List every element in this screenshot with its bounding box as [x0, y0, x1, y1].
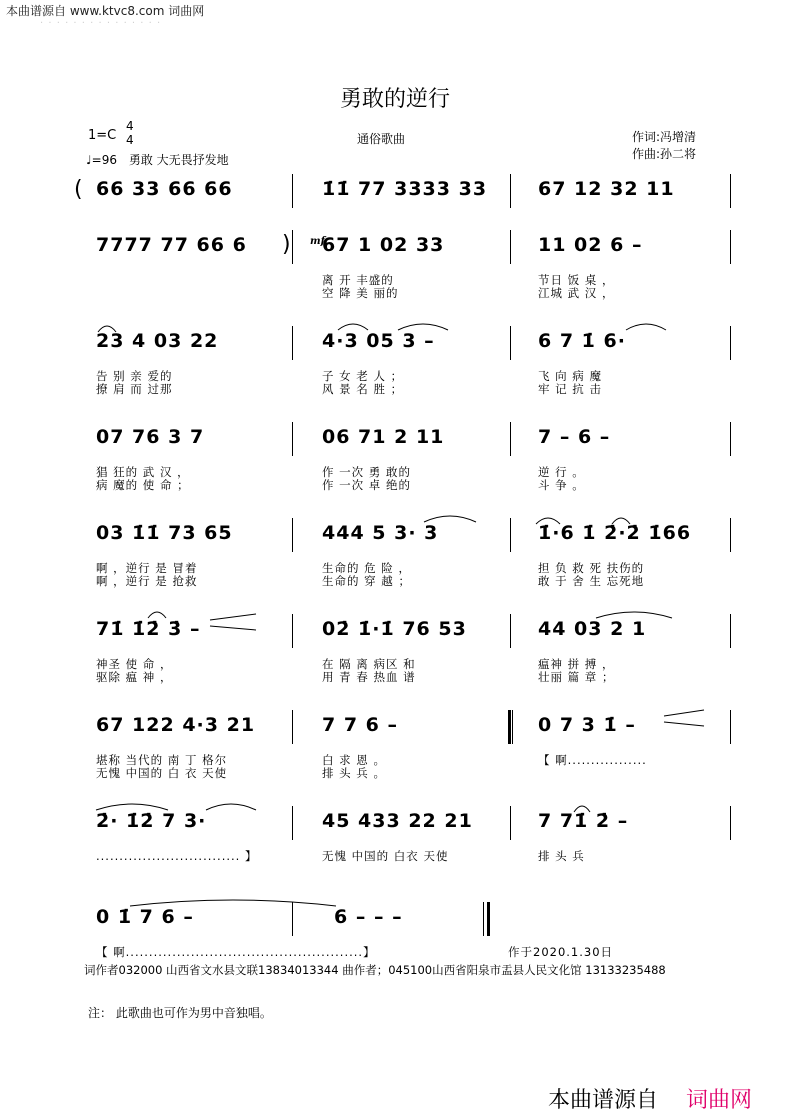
measure: 1̇1̇ 77 3333 33	[322, 178, 488, 200]
site-watermark-top: 本曲谱源自 www.ktvc8.com 词曲网	[6, 4, 205, 18]
slur	[424, 516, 476, 522]
slur	[536, 518, 560, 524]
key-signature: 1=C	[88, 128, 117, 143]
measure: 7 71̇ 2̇ –	[538, 810, 629, 832]
measure: 0 7 3 1̇ –	[538, 714, 636, 736]
lyric-line: ............................... 】	[96, 849, 258, 863]
lyric-line: 节日 饭 桌 ，	[538, 273, 615, 287]
measure: 2̇· 1̇2̇ 7 3·	[96, 810, 207, 832]
lyric-line: 白 求 恩 。	[322, 753, 386, 767]
time-top: 4	[126, 119, 134, 133]
lyric-line: 瘟神 拼 搏 ，	[538, 657, 615, 671]
slur	[148, 612, 166, 618]
brand-text-2: 词曲网	[686, 1088, 753, 1113]
expression-mark: 勇敢 大无畏抒发地	[128, 153, 229, 167]
slur	[574, 806, 590, 812]
composer-credit: 作曲:孙二将	[632, 147, 697, 161]
measure: 11 02 6 –	[538, 234, 643, 256]
slur	[206, 804, 256, 810]
slur	[338, 324, 368, 330]
tempo-mark: ♩=96	[86, 153, 117, 167]
measure: 66 33 66 66	[96, 178, 233, 200]
contact-info: 词作者032000 山西省文水县文联13834013344 曲作者；045100山西省阳泉市盂县人民文化馆 13133235488	[84, 963, 666, 977]
lyric-line: 敢 于 舍 生 忘死地	[538, 574, 645, 588]
lyric-line: 【 啊.................	[538, 753, 647, 767]
lyric-line: 猖 狂的 武 汉 ，	[96, 465, 190, 479]
lyric-line: 江城 武 汉 ，	[538, 286, 615, 300]
lyric-line: 风 景 名 胜 ；	[322, 382, 404, 396]
lyric-line: 无愧 中国的 白 衣 天使	[96, 766, 228, 780]
lyric-line: 用 青 春 热血 谱	[322, 670, 416, 684]
song-title: 勇敢的逆行	[339, 87, 450, 112]
lyric-line: 撩 肩 而 过那	[96, 382, 173, 396]
lyric-line: 排 头 兵 。	[322, 766, 386, 780]
lyric-line: 啊 ，逆行 是 冒着	[96, 561, 198, 575]
measure: 7777 77 66 6	[96, 234, 247, 256]
measure: 1̇·6 1̇ 2̇·2̇ 1̇66	[538, 522, 692, 544]
lyric-line: 神圣 使 命 ，	[96, 657, 173, 671]
measure: 0 1̇ 7 6 –	[96, 906, 194, 928]
measure: 45 433 22 21	[322, 810, 473, 832]
lyricist-credit: 作词:冯增清	[632, 130, 697, 144]
lyric-line: 空 降 美 丽的	[322, 286, 399, 300]
measure: 03 1̇1̇ 73 65	[96, 522, 233, 544]
measure: 7 7 6 –	[322, 714, 399, 736]
lyric-line: 【 啊...................................................】	[96, 945, 376, 959]
slur	[398, 324, 448, 330]
lyric-line: 生命的 危 险 ，	[322, 561, 411, 575]
lyric-line: 堪称 当代的 南 丁 格尔	[96, 753, 228, 767]
lyric-line: 离 开 丰盛的	[322, 273, 394, 287]
lyric-line: 驱除 瘟 神 ，	[96, 670, 173, 684]
measure: 67 122 4·3 21	[96, 714, 256, 736]
performance-note: 注： 此歌曲也可作为男中音独唱。	[88, 1006, 272, 1020]
lyric-line: 壮丽 篇 章 ；	[538, 670, 615, 684]
lyric-line: 作 一次 勇 敢的	[322, 465, 411, 479]
slur	[596, 612, 672, 618]
measure: 67 1 02 33	[322, 234, 445, 256]
lyric-line: 告 别 亲 爱的	[96, 369, 173, 383]
lyric-line: 飞 向 病 魔	[538, 369, 602, 383]
decrescendo-line	[210, 626, 256, 630]
lyric-line: 啊 ，逆行 是 抢救	[96, 574, 198, 588]
lyric-line: 在 隔 离 病区 和	[322, 657, 416, 671]
measure: 4·3 05 3 –	[322, 330, 435, 352]
slur	[626, 324, 666, 330]
repeat-paren-close: )	[282, 232, 291, 257]
measure: 44 03 2 1	[538, 618, 647, 640]
brand-text-1: 本曲谱源自	[548, 1088, 659, 1113]
decrescendo-line	[210, 614, 256, 620]
lyric-line: 逆 行 。	[538, 465, 585, 479]
song-style: 通俗歌曲	[357, 132, 406, 146]
measure: 06 71 2 11	[322, 426, 445, 448]
lyric-line: 担 负 救 死 扶伤的	[538, 561, 645, 575]
time-bottom: 4	[126, 133, 134, 147]
lyric-line: 牢 记 抗 击	[538, 382, 602, 396]
slur	[96, 804, 168, 810]
lyric-line: 作于2020.1.30日	[508, 945, 614, 959]
measure: 71̇ 1̇2̇ 3̇ –	[96, 618, 201, 640]
measure: 67 12 32 11	[538, 178, 675, 200]
measure: 7 – 6 –	[538, 426, 611, 448]
slur	[98, 326, 116, 332]
measure: 02̇ 1̇·1̇ 76 53	[322, 618, 467, 640]
faint-watermark: · · · · · · · · · · · · · · ·	[40, 18, 162, 29]
decrescendo-line	[664, 722, 704, 726]
lyric-line: 作 一次 卓 绝的	[322, 478, 411, 492]
dynamic-mf: mf	[310, 236, 325, 247]
lyric-line: 斗 争 。	[538, 478, 585, 492]
lyric-line: 生命的 穿 越 ；	[322, 574, 411, 588]
decrescendo-line	[664, 710, 704, 716]
measure: 6 – – –	[334, 906, 403, 928]
lyric-line: 病 魔的 使 命 ；	[96, 478, 190, 492]
slur	[130, 900, 336, 906]
lyric-line: 子 女 老 人 ；	[322, 369, 404, 383]
measure: 07 76 3 7	[96, 426, 205, 448]
lyric-line: 排 头 兵	[538, 849, 585, 863]
measure: 6 7 1̇ 6·	[538, 330, 626, 352]
slur	[612, 518, 630, 524]
measure: 23 4 03 22	[96, 330, 219, 352]
repeat-paren-open: (	[74, 177, 83, 202]
lyric-line: 无愧 中国的 白衣 天使	[322, 849, 449, 863]
measure: 444 5 3· 3	[322, 522, 439, 544]
